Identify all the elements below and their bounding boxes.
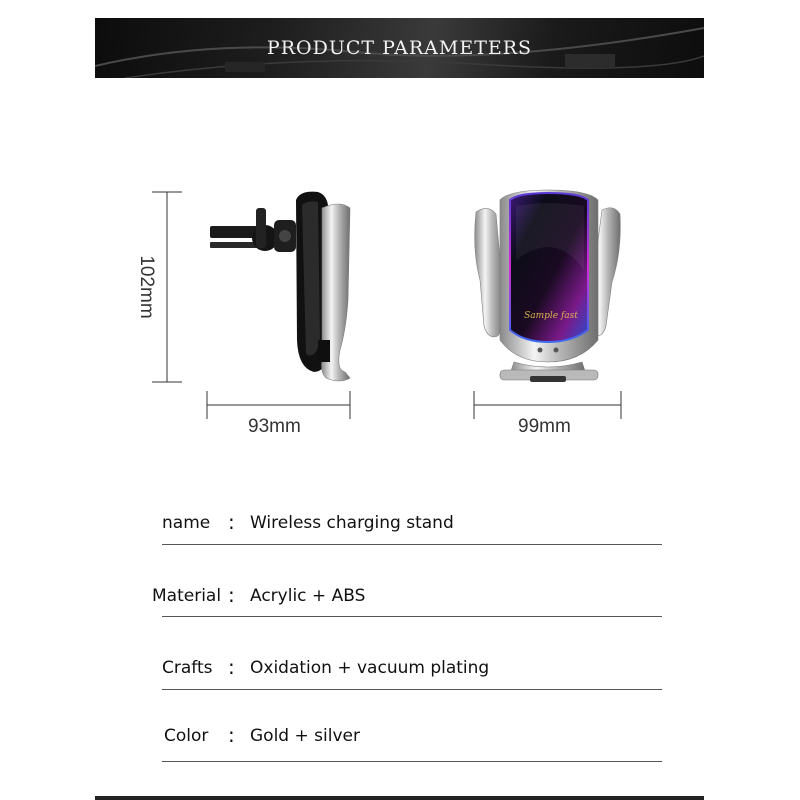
page-title: PRODUCT PARAMETERS [266,37,533,59]
param-row-material [0,583,800,626]
param-label: name [162,513,211,533]
front-width-dimension-line [474,391,621,419]
param-value: Acrylic + ABS [250,586,366,606]
param-value: Oxidation + vacuum plating [250,658,490,678]
param-row-name [0,510,800,553]
bottom-edge-bar [95,796,704,800]
holder-side-view [210,192,350,381]
param-value: Gold + silver [250,726,360,746]
holder-front-view [475,190,621,382]
param-divider [162,689,662,690]
param-row-crafts [0,655,800,698]
param-label: Color [164,726,209,746]
param-label: Material [152,586,222,606]
param-divider [162,544,662,545]
param-row-color [0,723,800,766]
param-label: Crafts [162,658,213,678]
param-separator: : [228,723,235,747]
front-width-dimension-label: 99mm [518,416,571,437]
height-dimension-label: 102mm [136,255,157,319]
side-width-dimension-label: 93mm [248,416,301,437]
param-divider [162,616,662,617]
side-width-dimension-line [207,391,350,419]
param-value: Wireless charging stand [250,513,454,533]
param-separator: : [228,655,235,679]
param-divider [162,761,662,762]
param-separator: : [228,510,235,534]
product-logo-text: Sample fast [524,311,578,321]
param-separator: : [228,583,235,607]
